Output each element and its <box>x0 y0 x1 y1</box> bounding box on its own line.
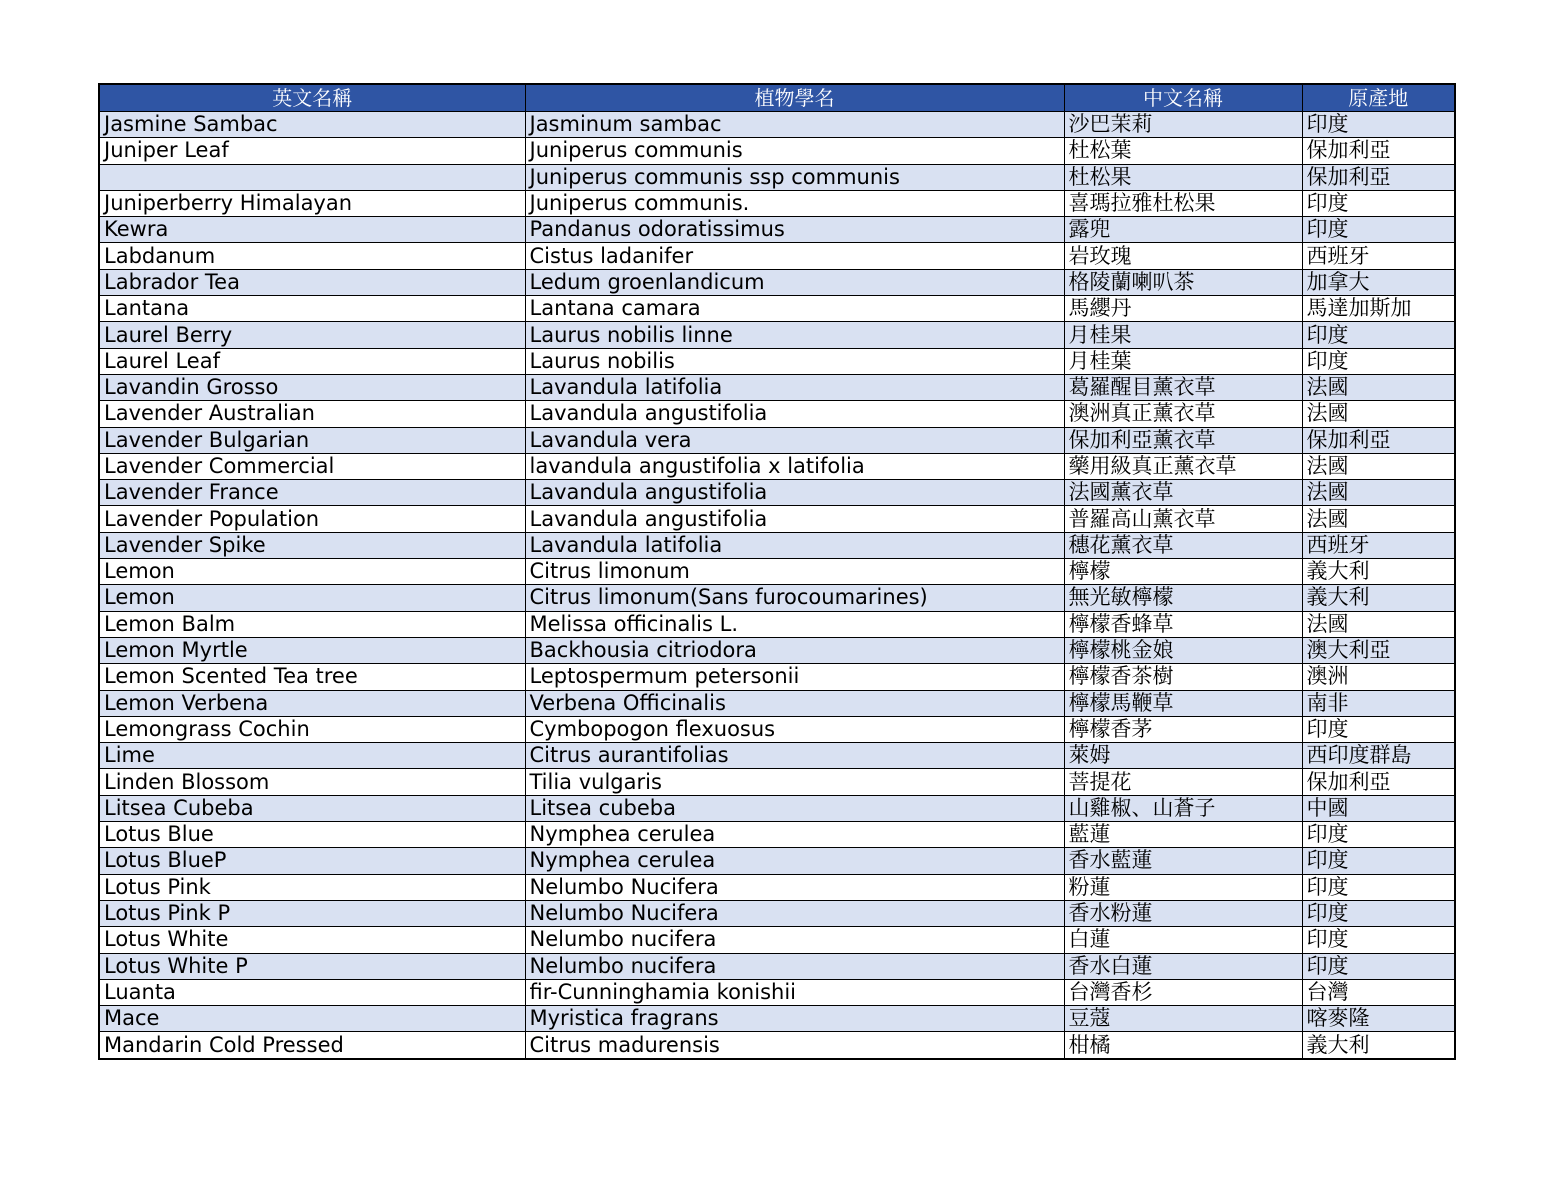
header-chinese-name: 中文名稱 <box>1064 84 1302 112</box>
cell-english-name: Laurel Leaf <box>99 348 525 374</box>
cell-origin: 澳洲 <box>1302 664 1455 690</box>
cell-english-name: Lemongrass Cochin <box>99 716 525 742</box>
cell-origin: 義大利 <box>1302 559 1455 585</box>
table-row <box>99 348 1455 374</box>
cell-english-name: Lotus BlueP <box>99 848 525 874</box>
cell-origin: 印度 <box>1302 953 1455 979</box>
cell-botanical-name: Citrus limonum(Sans furocoumarines) <box>525 585 1064 611</box>
cell-chinese-name: 喜瑪拉雅杜松果 <box>1064 190 1302 216</box>
cell-chinese-name: 香水白蓮 <box>1064 953 1302 979</box>
cell-origin: 印度 <box>1302 112 1455 138</box>
cell-botanical-name: Laurus nobilis <box>525 348 1064 374</box>
table-row <box>99 532 1455 558</box>
cell-botanical-name: Nymphea cerulea <box>525 822 1064 848</box>
table-row <box>99 269 1455 295</box>
cell-botanical-name: Lavandula angustifolia <box>525 506 1064 532</box>
cell-origin: 義大利 <box>1302 1032 1455 1059</box>
cell-botanical-name: lavandula angustifolia x latifolia <box>525 453 1064 479</box>
cell-chinese-name: 萊姆 <box>1064 743 1302 769</box>
cell-origin: 保加利亞 <box>1302 427 1455 453</box>
cell-origin: 印度 <box>1302 822 1455 848</box>
cell-chinese-name: 普羅高山薰衣草 <box>1064 506 1302 532</box>
cell-english-name: Lantana <box>99 296 525 322</box>
cell-botanical-name: Tilia vulgaris <box>525 769 1064 795</box>
cell-origin: 澳大利亞 <box>1302 637 1455 663</box>
table-row <box>99 296 1455 322</box>
table-row <box>99 927 1455 953</box>
header-row <box>99 84 1455 112</box>
table-row <box>99 480 1455 506</box>
cell-english-name: Juniper Leaf <box>99 138 525 164</box>
cell-chinese-name: 穗花薰衣草 <box>1064 532 1302 558</box>
essential-oil-table <box>98 83 1456 1060</box>
cell-chinese-name: 香水藍蓮 <box>1064 848 1302 874</box>
cell-chinese-name: 月桂葉 <box>1064 348 1302 374</box>
cell-english-name: Lavandin Grosso <box>99 374 525 400</box>
cell-english-name: Lime <box>99 743 525 769</box>
cell-botanical-name: Juniperus communis ssp communis <box>525 164 1064 190</box>
table-row <box>99 190 1455 216</box>
cell-english-name: Labrador Tea <box>99 269 525 295</box>
cell-origin: 加拿大 <box>1302 269 1455 295</box>
cell-origin: 義大利 <box>1302 585 1455 611</box>
table-row <box>99 848 1455 874</box>
table-row <box>99 164 1455 190</box>
table-row <box>99 900 1455 926</box>
cell-origin: 法國 <box>1302 401 1455 427</box>
table-row <box>99 217 1455 243</box>
cell-english-name: Lemon Scented Tea tree <box>99 664 525 690</box>
header-botanical-name: 植物學名 <box>525 84 1064 112</box>
cell-origin: 印度 <box>1302 874 1455 900</box>
cell-english-name: Lavender France <box>99 480 525 506</box>
cell-origin: 印度 <box>1302 848 1455 874</box>
table-row <box>99 690 1455 716</box>
table-row <box>99 374 1455 400</box>
cell-botanical-name: Citrus madurensis <box>525 1032 1064 1059</box>
cell-chinese-name: 台灣香杉 <box>1064 979 1302 1005</box>
cell-botanical-name: Nelumbo nucifera <box>525 927 1064 953</box>
cell-chinese-name: 澳洲真正薰衣草 <box>1064 401 1302 427</box>
cell-chinese-name: 豆蔻 <box>1064 1006 1302 1032</box>
cell-english-name: Lotus Blue <box>99 822 525 848</box>
cell-botanical-name: Lavandula latifolia <box>525 532 1064 558</box>
cell-botanical-name: Cymbopogon flexuosus <box>525 716 1064 742</box>
cell-botanical-name: Lavandula latifolia <box>525 374 1064 400</box>
cell-origin: 法國 <box>1302 480 1455 506</box>
cell-origin: 喀麥隆 <box>1302 1006 1455 1032</box>
cell-origin: 印度 <box>1302 348 1455 374</box>
cell-english-name: Lavender Population <box>99 506 525 532</box>
table-row <box>99 453 1455 479</box>
cell-botanical-name: Lavandula vera <box>525 427 1064 453</box>
cell-english-name: Lotus White <box>99 927 525 953</box>
cell-chinese-name: 岩玫瑰 <box>1064 243 1302 269</box>
table-row <box>99 979 1455 1005</box>
cell-chinese-name: 檸檬香茅 <box>1064 716 1302 742</box>
table-row <box>99 506 1455 532</box>
table-row <box>99 427 1455 453</box>
cell-chinese-name: 柑橘 <box>1064 1032 1302 1059</box>
table-row <box>99 1006 1455 1032</box>
cell-chinese-name: 檸檬香蜂草 <box>1064 611 1302 637</box>
cell-chinese-name: 香水粉蓮 <box>1064 900 1302 926</box>
table-row <box>99 559 1455 585</box>
cell-botanical-name: Juniperus communis. <box>525 190 1064 216</box>
cell-english-name: Lemon <box>99 559 525 585</box>
cell-botanical-name: Nelumbo Nucifera <box>525 900 1064 926</box>
cell-chinese-name: 露兜 <box>1064 217 1302 243</box>
cell-chinese-name: 法國薰衣草 <box>1064 480 1302 506</box>
cell-chinese-name: 葛羅醒目薰衣草 <box>1064 374 1302 400</box>
cell-botanical-name: Cistus ladanifer <box>525 243 1064 269</box>
table-body <box>99 112 1455 1059</box>
cell-botanical-name: Melissa officinalis L. <box>525 611 1064 637</box>
cell-origin: 保加利亞 <box>1302 769 1455 795</box>
cell-english-name: Lemon Balm <box>99 611 525 637</box>
cell-origin: 南非 <box>1302 690 1455 716</box>
cell-botanical-name: Lantana camara <box>525 296 1064 322</box>
cell-botanical-name: Laurus nobilis linne <box>525 322 1064 348</box>
table-row <box>99 664 1455 690</box>
cell-botanical-name: Pandanus odoratissimus <box>525 217 1064 243</box>
cell-origin: 西印度群島 <box>1302 743 1455 769</box>
cell-english-name <box>99 164 525 190</box>
cell-chinese-name: 檸檬 <box>1064 559 1302 585</box>
cell-botanical-name: Lavandula angustifolia <box>525 401 1064 427</box>
table-row <box>99 243 1455 269</box>
cell-botanical-name: Jasminum sambac <box>525 112 1064 138</box>
cell-english-name: Jasmine Sambac <box>99 112 525 138</box>
cell-origin: 法國 <box>1302 453 1455 479</box>
table-row <box>99 637 1455 663</box>
cell-origin: 西班牙 <box>1302 532 1455 558</box>
table-row <box>99 874 1455 900</box>
cell-chinese-name: 格陵蘭喇叭茶 <box>1064 269 1302 295</box>
cell-chinese-name: 山雞椒、山蒼子 <box>1064 795 1302 821</box>
header-origin: 原產地 <box>1302 84 1455 112</box>
table-row <box>99 585 1455 611</box>
cell-english-name: Lemon Verbena <box>99 690 525 716</box>
cell-botanical-name: Citrus limonum <box>525 559 1064 585</box>
cell-english-name: Lotus Pink P <box>99 900 525 926</box>
table-row <box>99 112 1455 138</box>
cell-english-name: Lemon <box>99 585 525 611</box>
cell-english-name: Lavender Australian <box>99 401 525 427</box>
cell-english-name: Mandarin Cold Pressed <box>99 1032 525 1059</box>
cell-english-name: Juniperberry Himalayan <box>99 190 525 216</box>
cell-origin: 法國 <box>1302 611 1455 637</box>
cell-chinese-name: 杜松葉 <box>1064 138 1302 164</box>
cell-botanical-name: Leptospermum petersonii <box>525 664 1064 690</box>
cell-english-name: Lotus Pink <box>99 874 525 900</box>
cell-english-name: Kewra <box>99 217 525 243</box>
cell-english-name: Labdanum <box>99 243 525 269</box>
cell-chinese-name: 檸檬桃金娘 <box>1064 637 1302 663</box>
cell-botanical-name: Nelumbo nucifera <box>525 953 1064 979</box>
cell-chinese-name: 檸檬馬鞭草 <box>1064 690 1302 716</box>
cell-origin: 印度 <box>1302 716 1455 742</box>
cell-chinese-name: 粉蓮 <box>1064 874 1302 900</box>
cell-english-name: Litsea Cubeba <box>99 795 525 821</box>
cell-chinese-name: 藥用級真正薰衣草 <box>1064 453 1302 479</box>
cell-english-name: Lemon Myrtle <box>99 637 525 663</box>
table-row <box>99 953 1455 979</box>
cell-origin: 保加利亞 <box>1302 164 1455 190</box>
cell-english-name: Laurel Berry <box>99 322 525 348</box>
cell-chinese-name: 杜松果 <box>1064 164 1302 190</box>
table-row <box>99 822 1455 848</box>
cell-chinese-name: 沙巴茉莉 <box>1064 112 1302 138</box>
cell-english-name: Lotus White P <box>99 953 525 979</box>
table-row <box>99 743 1455 769</box>
table-row <box>99 401 1455 427</box>
cell-botanical-name: Lavandula angustifolia <box>525 480 1064 506</box>
cell-english-name: Lavender Commercial <box>99 453 525 479</box>
cell-chinese-name: 菩提花 <box>1064 769 1302 795</box>
cell-chinese-name: 保加利亞薰衣草 <box>1064 427 1302 453</box>
cell-origin: 印度 <box>1302 190 1455 216</box>
table-row <box>99 611 1455 637</box>
cell-english-name: Linden Blossom <box>99 769 525 795</box>
cell-botanical-name: Litsea cubeba <box>525 795 1064 821</box>
cell-chinese-name: 檸檬香茶樹 <box>1064 664 1302 690</box>
cell-origin: 印度 <box>1302 217 1455 243</box>
cell-botanical-name: Backhousia citriodora <box>525 637 1064 663</box>
cell-botanical-name: Nelumbo Nucifera <box>525 874 1064 900</box>
table-row <box>99 769 1455 795</box>
cell-origin: 法國 <box>1302 506 1455 532</box>
cell-botanical-name: Nymphea cerulea <box>525 848 1064 874</box>
cell-origin: 印度 <box>1302 927 1455 953</box>
cell-chinese-name: 藍蓮 <box>1064 822 1302 848</box>
cell-chinese-name: 無光敏檸檬 <box>1064 585 1302 611</box>
table-row <box>99 138 1455 164</box>
table-row <box>99 1032 1455 1059</box>
cell-origin: 中國 <box>1302 795 1455 821</box>
header-english-name: 英文名稱 <box>99 84 525 112</box>
cell-origin: 保加利亞 <box>1302 138 1455 164</box>
cell-origin: 台灣 <box>1302 979 1455 1005</box>
table-row <box>99 716 1455 742</box>
cell-botanical-name: Verbena Officinalis <box>525 690 1064 716</box>
cell-origin: 印度 <box>1302 322 1455 348</box>
cell-english-name: Lavender Bulgarian <box>99 427 525 453</box>
cell-english-name: Lavender Spike <box>99 532 525 558</box>
cell-origin: 西班牙 <box>1302 243 1455 269</box>
cell-english-name: Luanta <box>99 979 525 1005</box>
cell-chinese-name: 月桂果 <box>1064 322 1302 348</box>
table-row <box>99 795 1455 821</box>
cell-botanical-name: Ledum groenlandicum <box>525 269 1064 295</box>
table-row <box>99 322 1455 348</box>
cell-chinese-name: 白蓮 <box>1064 927 1302 953</box>
cell-botanical-name: fir-Cunninghamia konishii <box>525 979 1064 1005</box>
cell-chinese-name: 馬纓丹 <box>1064 296 1302 322</box>
cell-origin: 印度 <box>1302 900 1455 926</box>
cell-botanical-name: Myristica fragrans <box>525 1006 1064 1032</box>
cell-origin: 法國 <box>1302 374 1455 400</box>
cell-english-name: Mace <box>99 1006 525 1032</box>
cell-botanical-name: Citrus aurantifolias <box>525 743 1064 769</box>
cell-botanical-name: Juniperus communis <box>525 138 1064 164</box>
cell-origin: 馬達加斯加 <box>1302 296 1455 322</box>
